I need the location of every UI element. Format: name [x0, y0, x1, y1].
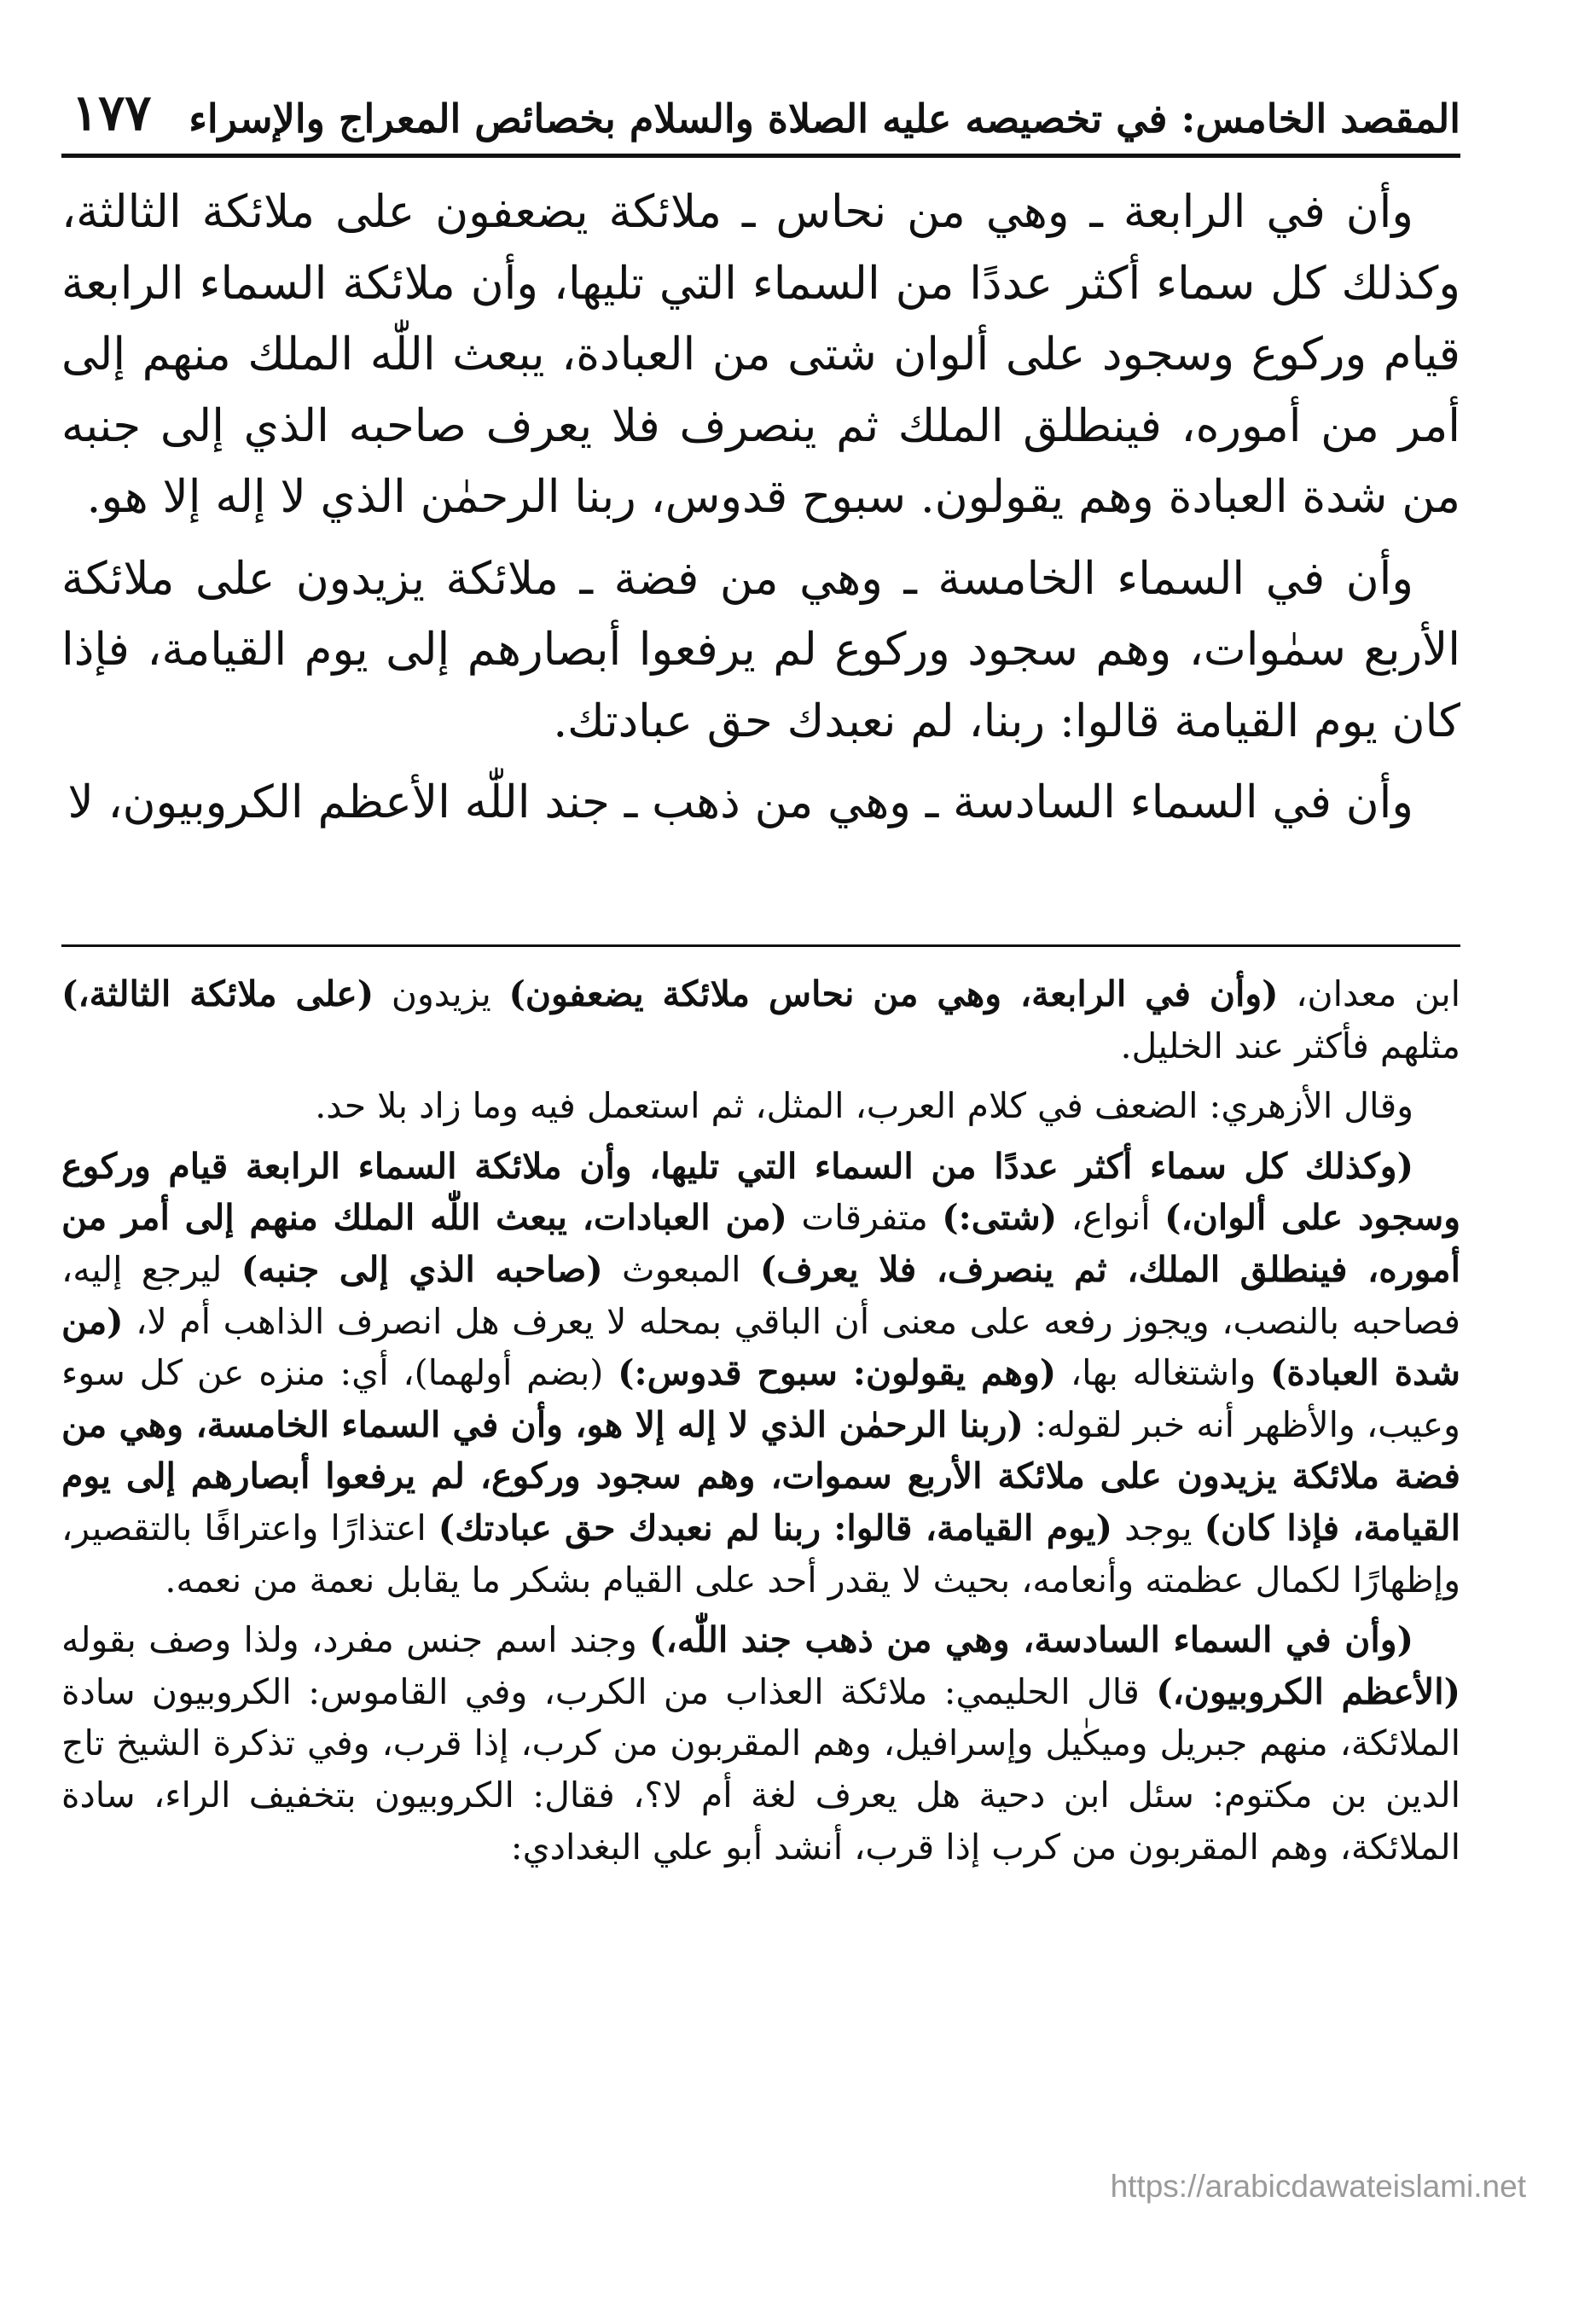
- main-paragraph-3: وأن في السماء السادسة ـ وهي من ذهب ـ جند اللّٰه الأعظم الكروبيون، لا: [67, 776, 1413, 828]
- commentary-text: المبعوث: [602, 1248, 760, 1290]
- quoted-text: (شتى:): [942, 1197, 1058, 1239]
- main-text: [61, 177, 1460, 839]
- book-page: [61, 81, 1460, 2265]
- quoted-text: (وأن في الرابعة، وهي من نحاس ملائكة يضعفون): [508, 973, 1279, 1014]
- quoted-text: (وأن في السماء السادسة، وهي من ذهب جند اللّٰه،): [649, 1619, 1413, 1661]
- quoted-text: (ربنا الرحمٰن الذي لا إله إلا هو، وأن في السماء الخامسة، وهي من فضة ملائكة يزيدون على ملائكة الأربع سموات، وهم سجود وركوع، لم يرفعوا أبصارهم إلى يوم القيامة، فإذا كان): [61, 1403, 1460, 1548]
- commentary-text: وقال الأزهري: الضعف في كلام العرب، المثل، ثم استعمل فيه وما زاد بلا حد.: [315, 1085, 1413, 1127]
- commentary: [61, 968, 1460, 1881]
- footnote-divider: [61, 944, 1460, 947]
- main-paragraph-1: وأن في الرابعة ـ وهي من نحاس ـ ملائكة يضعفون على ملائكة الثالثة، وكذلك كل سماء أكثر عددًا من السماء التي تليها، وأن ملائكة السماء الرابعة قيام وركوع وسجود على ألوان شتى من العبادة، يبعث اللّٰه الملك منهم إلى أمر من أموره، فينطلق الملك ثم ينصرف فلا يعرف صاحبه الذي إلى جنبه من شدة العبادة وهم يقولون. سبوح قدوس، ربنا الرحمٰن الذي لا إله إلا هو.: [61, 186, 1460, 523]
- commentary-text: أنواع،: [1057, 1197, 1165, 1239]
- commentary-text: مثلهم فأكثر عند الخليل.: [1120, 1025, 1460, 1066]
- quoted-text: (من شدة العبادة): [61, 1300, 1460, 1394]
- running-header: [61, 81, 1460, 158]
- commentary-text: ابن معدان،: [1278, 973, 1460, 1014]
- commentary-paragraph-3: [61, 1141, 1460, 1606]
- commentary-text: ليرجع إليه، فصاحبه بالنصب، ويجوز رفعه على معنى أن الباقي بمحله لا يعرف هل انصرف الذاهب أم لا،: [61, 1248, 1460, 1342]
- commentary-text: متفرقات: [786, 1197, 943, 1239]
- quoted-text: (من العبادات، يبعث اللّٰه الملك منهم إلى أمر من أموره، فينطلق الملك، ثم ينصرف، فلا يعرف): [61, 1197, 1461, 1290]
- header-title: المقصد الخامس: في تخصيصه عليه الصلاة والسلام بخصائص المعراج والإسراء: [189, 96, 1460, 142]
- website-watermark: https://arabicdawateislami.net: [1110, 2169, 1526, 2204]
- commentary-text: (بضم أولهما)، أي: منزه عن كل سوء وعيب، والأظهر أنه خبر لقوله:: [61, 1352, 1460, 1445]
- page-number: ١٧٧: [72, 84, 152, 142]
- main-paragraph-2: وأن في السماء الخامسة ـ وهي من فضة ـ ملائكة يزيدون على ملائكة الأربع سمٰوات، وهم سجود وركوع لم يرفعوا أبصارهم إلى يوم القيامة، فإذا كان يوم القيامة قالوا: ربنا، لم نعبدك حق عبادتك.: [61, 552, 1460, 747]
- quoted-text: (الأعظم الكروبيون،): [1156, 1670, 1460, 1712]
- commentary-text: قال الحليمي: ملائكة العذاب من الكرب، وفي القاموس: الكروبيون سادة الملائكة، منهم جبريل وميكٰيل وإسرافيل، وهم المقربون من كرب، إذا قرب، وفي تذكرة الشيخ تاج الدين بن مكتوم: سئل ابن دحية هل يعرف لغة أم لا؟، فقال: الكروبيون بتخفيف الراء، سادة الملائكة، وهم المقربون من كرب إذا قرب، أنشد أبو علي البغدادي:: [61, 1670, 1460, 1868]
- commentary-paragraph-1: [61, 968, 1460, 1072]
- commentary-text: وجند اسم جنس مفرد، ولذا وصف بقوله: [61, 1619, 650, 1661]
- quoted-text: (وكذلك كل سماء أكثر عددًا من السماء التي تليها، وأن ملائكة السماء الرابعة قيام وركوع وسجود على ألوان،): [61, 1145, 1461, 1239]
- commentary-paragraph-2: [61, 1080, 1460, 1132]
- quoted-text: (على ملائكة الثالثة،): [61, 973, 374, 1014]
- quoted-text: (وهم يقولون: سبوح قدوس:): [618, 1352, 1057, 1394]
- commentary-text: يوجد: [1112, 1507, 1204, 1548]
- commentary-paragraph-4: [61, 1614, 1460, 1873]
- commentary-text: اعتذارًا واعترافًا بالتقصير، وإظهارًا لكمال عظمته وأنعامه، بحيث لا يقدر أحد على القيام بشكر ما يقابل نعمة من نعمه.: [61, 1507, 1460, 1601]
- quoted-text: (صاحبه الذي إلى جنبه): [241, 1248, 603, 1290]
- commentary-text: يزيدون: [374, 973, 509, 1014]
- commentary-text: واشتغاله بها،: [1056, 1352, 1271, 1394]
- quoted-text: (يوم القيامة، قالوا: ربنا لم نعبدك حق عبادتك): [438, 1507, 1113, 1548]
